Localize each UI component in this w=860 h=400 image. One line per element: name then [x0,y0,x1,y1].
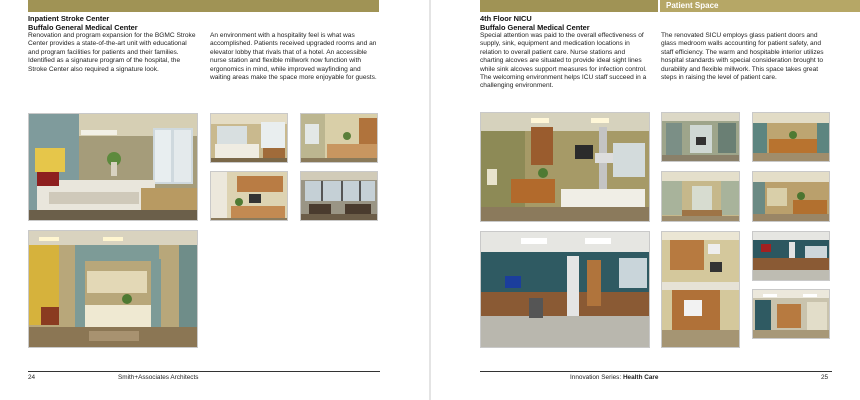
right-footer-series [570,374,658,381]
photo-stroke-lounge [300,171,378,221]
left-heading-title: Inpatient Stroke Center [28,14,110,23]
photo-nicu-corridor [661,112,740,162]
photo-stroke-patient-room [28,113,198,221]
photo-nicu-patient-room [480,112,650,222]
left-column-2-text: An environment with a hospitality feel is what was accomplished. Patients received upgraded rooms and an elevator lobby that rivals that of a hotel. An accessible nurse station and flexible millwork now function with ergonomics in mind, while improved wayfinding and waiting areas make the space more enjoyable for guests. [210,32,377,82]
right-footer-rule [480,371,832,372]
left-page-number: 24 [28,374,36,381]
left-heading-subtitle: Buffalo General Medical Center [28,23,138,32]
photo-nicu-patient-room-2 [752,231,830,281]
footer-series-topic: Health Care [622,374,659,381]
right-page-number: 25 [821,374,829,381]
right-heading-subtitle: Buffalo General Medical Center [480,23,590,32]
section-tab-patient-space: Patient Space [660,0,860,12]
photo-nicu-room-teal [480,231,650,348]
right-project-heading [480,14,660,32]
photo-stroke-millwork [210,171,288,221]
photo-nicu-supply-room [752,289,830,339]
right-column-2-text: The renovated SICU employs glass patient doors and glass medroom walls accounting for patient safety, and staff efficiency. The warm and hospitable interior utilizes hospital standards with special consideration brought to durability and flexible millwork. This space takes great steps in raising the level of patient care. [661,32,824,82]
spread-gutter [429,0,431,400]
photo-nicu-hallway [661,171,740,222]
right-header-band [480,0,658,12]
left-project-heading [28,14,208,32]
left-footer-rule [28,371,380,372]
photo-stroke-nurse-station [28,230,198,348]
photo-stroke-patient-room-2 [210,113,288,163]
right-heading-title: 4th Floor NICU [480,14,532,23]
photo-nicu-station [752,112,830,162]
photo-nicu-reception [752,171,830,222]
footer-series-label: Innovation Series: [570,374,623,381]
left-header-band [28,0,379,12]
left-column-1-text: Renovation and program expansion for the BGMC Stroke Center provides a state-of-the-art unit with educational and program facilities for patients and their families. Identified as a signature program of the hospital, the Stroke Center also required a signature look. [28,32,196,73]
photo-nicu-sink-alcove [661,231,740,348]
left-footer-firm: Smith+Associates Architects [118,374,199,381]
photo-stroke-nurse-area [300,113,378,163]
right-column-1-text: Special attention was paid to the overall effectiveness of supply, sink, equipment and medication locations in relation to overall patient care. Nurse stations and charting alcoves are situated to provide ideal sight lines while sink alcoves support measures for infection control. The welcoming environment helps ICU staff succeed in a challenging environment. [480,32,647,90]
